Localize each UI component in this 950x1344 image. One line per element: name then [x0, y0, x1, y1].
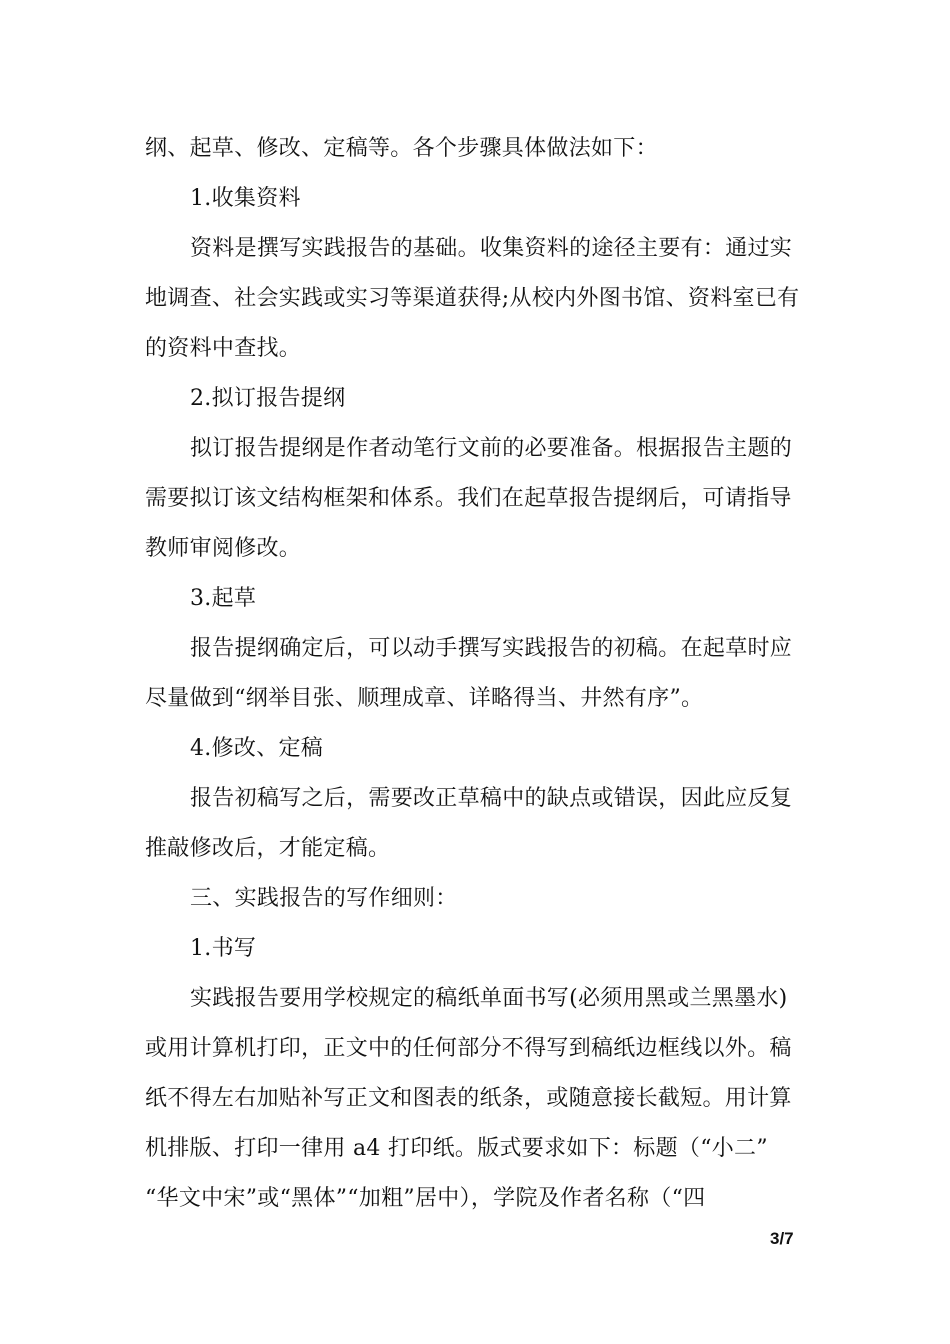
body-text-line: 机排版、打印一律用 a4 打印纸。版式要求如下：标题（“小二” [145, 1136, 768, 1161]
body-text-line: 尽量做到“纲举目张、顺理成章、详略得当、井然有序”。 [145, 686, 704, 711]
body-text-line: 纲、起草、修改、定稿等。各个步骤具体做法如下： [145, 136, 658, 161]
body-text-line: 推敲修改后，才能定稿。 [145, 836, 391, 861]
body-text-line: 教师审阅修改。 [145, 536, 302, 561]
body-text-line: 实践报告要用学校规定的稿纸单面书写(必须用黑或兰黑墨水) [190, 986, 788, 1011]
body-text-line: 资料是撰写实践报告的基础。收集资料的途径主要有：通过实 [190, 236, 793, 261]
section-heading-collect-materials: 1.收集资料 [190, 186, 301, 211]
body-text-line: 报告初稿写之后，需要改正草稿中的缺点或错误，因此应反复 [190, 786, 793, 811]
section-heading-draft: 3.起草 [190, 586, 257, 611]
body-text-line: 的资料中查找。 [145, 336, 302, 361]
section-heading-outline: 2.拟订报告提纲 [190, 386, 346, 411]
section-heading-writing: 1.书写 [190, 936, 257, 961]
body-text-line: “华文中宋”或“黑体”“加粗”居中），学院及作者名称（“四 [145, 1186, 706, 1211]
body-text-line: 报告提纲确定后，可以动手撰写实践报告的初稿。在起草时应 [190, 636, 793, 661]
page-number: 3/7 [770, 1229, 794, 1248]
body-text-line: 需要拟订该文结构框架和体系。我们在起草报告提纲后，可请指导 [145, 486, 792, 511]
section-heading-revise: 4.修改、定稿 [190, 736, 324, 761]
body-text-line: 地调查、社会实践或实习等渠道获得;从校内外图书馆、资料室已有 [145, 286, 800, 311]
body-text-line: 拟订报告提纲是作者动笔行文前的必要准备。根据报告主题的 [190, 436, 793, 461]
chapter-heading-writing-rules: 三、实践报告的写作细则： [190, 886, 458, 911]
body-text-line: 纸不得左右加贴补写正文和图表的纸条，或随意接长截短。用计算 [145, 1086, 792, 1111]
body-text-line: 或用计算机打印，正文中的任何部分不得写到稿纸边框线以外。稿 [145, 1036, 792, 1061]
